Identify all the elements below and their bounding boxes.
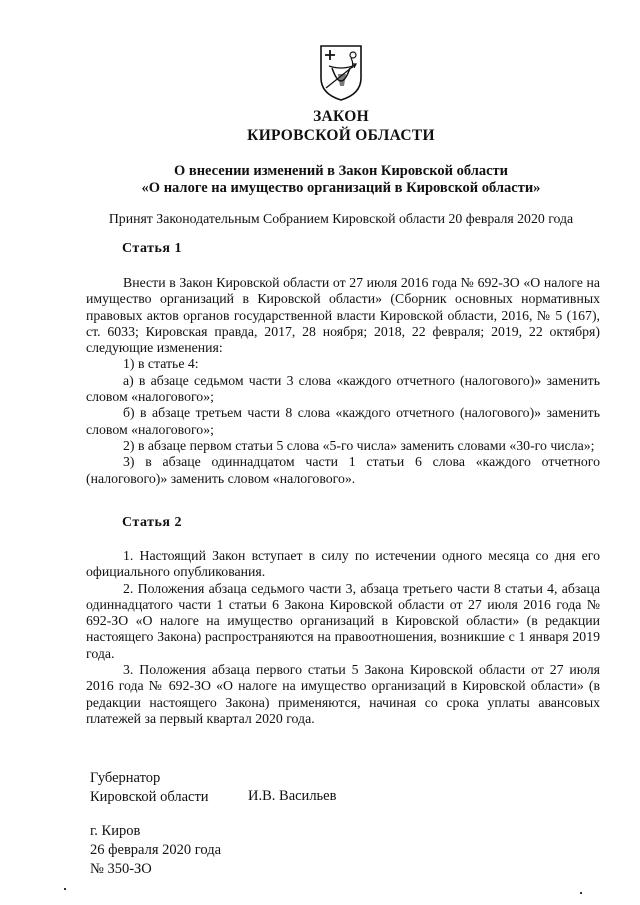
document-type: ЗАКОН xyxy=(313,108,369,125)
article1-body xyxy=(86,275,600,487)
article2-para3: 3. Положения абзаца первого статьи 5 Закона Кировской области от 27 июля 2016 года № 692-ЗО «О налоге на имущество организаций в Кировской области» (в редакции настоящего Закона) применяются, начиная со срока уплаты авансовых платежей за первый квартал 2020 года. xyxy=(86,662,600,726)
scan-speck xyxy=(580,892,582,894)
scan-speck xyxy=(64,888,66,890)
adoption-note: Принят Законодательным Собранием Кировской области 20 февраля 2020 года xyxy=(108,211,574,226)
law-number: № 350-ЗО xyxy=(90,861,152,877)
issuer-name: КИРОВСКОЙ ОБЛАСТИ xyxy=(247,127,435,144)
issue-city: г. Киров xyxy=(90,823,141,839)
signer-position-line2: Кировской области xyxy=(90,789,209,805)
article1-item-b: б) в абзаце третьем части 8 слова «каждого отчетного (налогового)» заменить словом «налогового»; xyxy=(86,405,600,437)
article1-item2: 2) в абзаце первом статьи 5 слова «5-го числа» заменить словами «30-го числа»; xyxy=(123,437,595,453)
document-subject-line2: «О налоге на имущество организаций в Кировской области» xyxy=(141,180,541,196)
kirov-coat-of-arms-icon xyxy=(318,44,364,102)
article1-heading: Статья 1 xyxy=(122,241,182,256)
article1-item-a: а) в абзаце седьмом части 3 слова «каждого отчетного (налогового)» заменить словом «налогового»; xyxy=(86,372,600,405)
signer-name: И.В. Васильев xyxy=(248,788,337,804)
issue-details xyxy=(90,822,221,879)
article1-item1: 1) в статье 4: xyxy=(123,356,199,372)
article2-body xyxy=(86,548,600,727)
article1-intro: Внести в Закон Кировской области от 27 июля 2016 года № 692-ЗО «О налоге на имущество организаций в Кировской области» (Сборник основных нормативных правовых актов органов государственной власти Кировской области, 2016, № 5 (167), ст. 6033; Кировская правда, 2017, 28 ноября; 2018, 22 февраля; 2019, 22 октября) следующие изменения: xyxy=(86,275,600,356)
article1-item3: 3) в абзаце одиннадцатом части 1 статьи 6 слова «каждого отчетного (налогового)» заменить словом «налогового». xyxy=(86,454,600,486)
document-subject-line1: О внесении изменений в Закон Кировской области xyxy=(173,163,509,179)
article2-heading: Статья 2 xyxy=(122,515,182,530)
issue-date: 26 февраля 2020 года xyxy=(90,842,222,858)
signature-block xyxy=(90,769,209,807)
article2-para2: 2. Положения абзаца седьмого части 3, абзаца третьего части 8 статьи 4, абзаца одиннадцатого части 1 статьи 6 Закона Кировской области от 27 июля 2016 года № 692-ЗО «О налоге на имущество организаций в Кировской области» (в редакции настоящего Закона) распространяются на правоотношения, возникшие с 1 января 2019 года. xyxy=(86,580,600,661)
article2-para1: 1. Настоящий Закон вступает в силу по истечении одного месяца со дня его официального опубликования. xyxy=(86,548,600,580)
signer-position-line1: Губернатор xyxy=(90,770,161,786)
